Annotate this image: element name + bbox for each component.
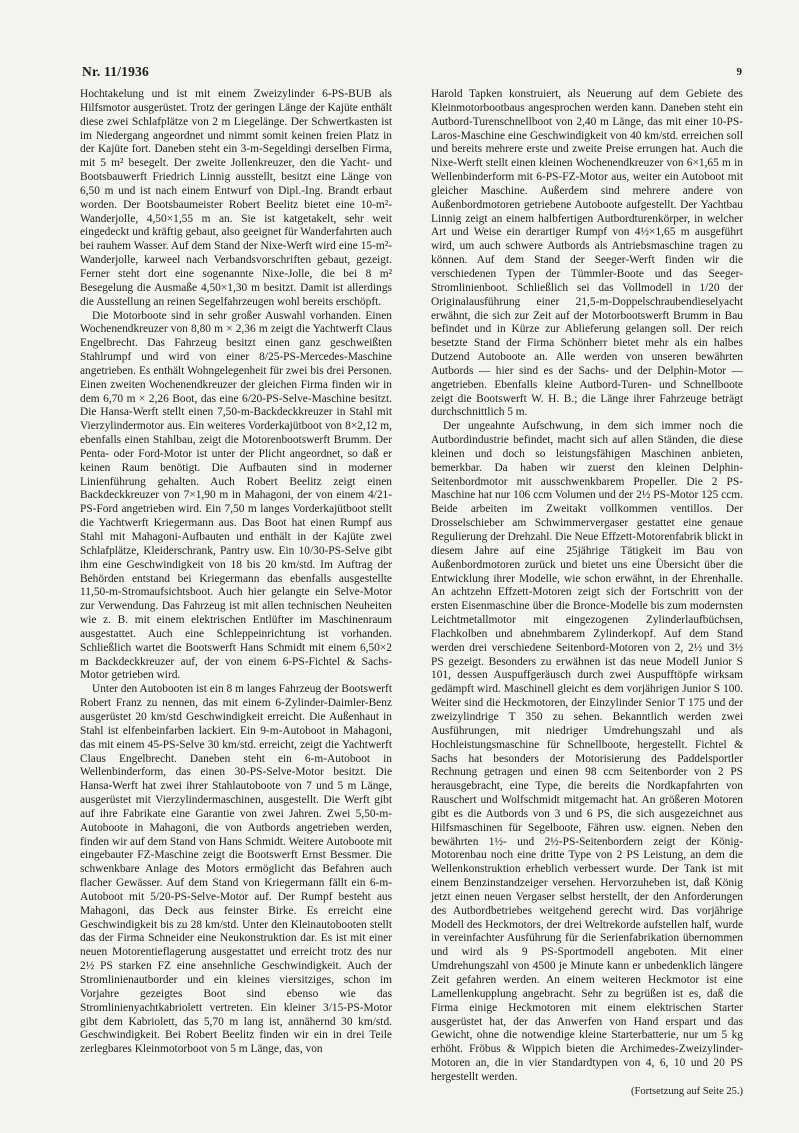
continuation-note: (Fortsetzung auf Seite 25.) — [631, 1085, 743, 1097]
paragraph: Unter den Autobooten ist ein 8 m langes Fahrzeug der Bootswerft Robert Franz zu nennen, das mit einem 6-Zylinder-Daimler-Benz ausgerüstet 20 km/std Geschwindigkeit erreicht. Die Außenhaut in Stahl ist elfenbeinfarben lackiert. Ein 9-m-Autoboot in Mahagoni, das mit einem 45-PS-Selve 30 km/std. erreicht, zeigt die Yachtwerft Claus Engelbrecht. Daneben steht ein 6-m-Autoboot in Wellenbinderform, das einen 30-PS-Selve-Motor besitzt. Die Hansa-Werft hat zwei ihrer Stahlautoboote von 7 und 5 m Länge, ausgerüstet mit Vierzylindermaschinen, ausgestellt. Die Werft gibt auf ihre Fabrikate eine Garantie von zwei Jahren. Zwei 5,50-m-Autoboote in Mahagoni, die von Autbords angetrieben werden, finden wir auf dem Stand von Hans Schmidt. Weitere Autoboote mit eingebauter FZ-Maschine zeigt die Bootswerft Ernst Bessmer. Die schwenkbare Anlage des Motors ermöglicht das Befahren auch flacher Gewässer. Auf dem Stand von Kriegermann fällt ein 6-m-Autoboot mit 5/20-PS-Selve-Motor auf. Der Rumpf besteht aus Mahagoni, das Deck aus feinster Birke. Es erreicht eine Geschwindigkeit bis zu 28 km/std. Unter den Kleinautobooten stellt das der Firma Schneider eine Neukonstruktion dar. Es ist mit einer neuen Motorentieflagerung ausgestattet und erreicht trotz des nur 2½ PS starken FZ eine ansehnliche Geschwindigkeit. Auch der Stromlinienautborder und ein kleines viersitziges, schon im Vorjahre gezeigtes Boot sind ebenso wie das Stromlinienyachtkabriolett vertreten. Ein kleiner 3/15-PS-Motor gibt dem Kabriolett, das 5,70 m lang ist, annähernd 30 km/std. Geschwindigkeit. Bei Robert Beelitz finden wir ein in drei Teile zerlegbares Kleinmotorboot von 5 m Länge, das, von — [80, 683, 392, 1056]
right-column — [431, 88, 743, 1099]
paragraph: Harold Tapken konstruiert, als Neuerung auf dem Gebiete des Kleinmotorbootbaus angesprochen werden kann. Daneben steht ein Autbord-Turenschnellboot von 2,40 m Länge, das mit einer 10-PS-Laros-Maschine eine Geschwindigkeit von 40 km/std. erreichen soll und bereits mehrere erste und zweite Preise errungen hat. Auch die Nixe-Werft stellt einen kleinen Wochenendkreuzer von 6×1,65 m in Wellenbinderform mit 6-PS-FZ-Motor aus, weiter ein Autoboot mit gleicher Maschine. Außerdem sind mehrere andere von Außenbordmotoren getriebene Autoboote aufgestellt. Der Yachtbau Linnig zeigt an einem halbfertigen Autbordturenkörper, in welcher Art und Weise ein derartiger Rumpf von 4½×1,65 m ausgeführt wird, um auch schwere Autbords als Antriebsmaschine tragen zu können. Auf dem Stand der Seeger-Werft finden wir die verschiedenen Typen der Tümmler-Boote und das Seeger-Stromlinienboot. Schließlich sei das Vollmodell in 1/20 der Originalausführung einer 21,5-m-Doppelschraubendieselyacht erwähnt, die sich zur Zeit auf der Motorbootswerft Brumm in Bau befindet und in Kürze zur Ablieferung gelangen soll. Der reich besetzte Stand der Firma Schönherr bietet mehr als ein halbes Dutzend Autoboote an. Alle werden von unseren bewährten Autbords — hier sind es der Sachs- und der Delphin-Motor — angetrieben. Ebenfalls kleine Autbord-Turen- und Schnellboote zeigt die Bootswerft W. H. B.; die Länge ihrer Fahrzeuge beträgt durchschnittlich 5 m. — [431, 88, 743, 419]
issue-number: Nr. 11/1936 — [82, 64, 149, 79]
paragraph: Der ungeahnte Aufschwung, in dem sich immer noch die Autbordindustrie befindet, macht sich auf allen Ständen, die diese kleinen und doch so leistungsfähigen Maschinen anbieten, bemerkbar. Da haben wir zuerst den kleinen Delphin-Seitenbordmotor mit ausschwenkbarem Propeller. Die 2 PS-Maschine hat nur 106 ccm Volumen und der 2½ PS-Motor 125 ccm. Beide arbeiten im Zweitakt vollkommen ventillos. Der Drosselschieber am Schwimmervergaser gestattet eine genaue Regulierung der Drehzahl. Die Neue Effzett-Motorenfabrik blickt in diesem Jahre auf eine 25jährige Tätigkeit im Bau von Außenbordmotoren zurück und bietet uns eine Übersicht über die Entwicklung ihrer Modelle, wie schon erwähnt, in der Ehrenhalle. An achtzehn Effzett-Motoren zeigt sich der Fortschritt von der ersten Eisenmaschine über die Bronce-Modelle bis zum modernsten Leichtmetallmotor mit eingezogenen Zylinderlaufbüchsen, Flachkolben und abnehmbarem Zylinderkopf. Auf dem Stand werden drei verschiedene Seitenbord-Motoren von 2, 2½ und 3½ PS gezeigt. Besonders zu erwähnen ist das neue Modell Junior S 101, dessen Auspuffgeräusch durch zwei Auspufftöpfe wirksam gedämpft wird. Maschinell gleicht es dem vorjährigen Junior S 100. Weiter sind die Heckmotoren, der Einzylinder Senior T 175 und der zweizylindrige T 350 zu sehen. Bekanntlich werden zwei Ausführungen, mit niedriger Umdrehungszahl und als Hochleistungsmaschine für Schnellboote, hergestellt. Fichtel & Sachs hat besonders der Motorisierung des Paddelsportler Rechnung getragen und einen 98 ccm Seitenborder von 2 PS herausgebracht, eine Type, die bereits die Nordkapfahrten von Rauschert und Wolfschmidt mitgemacht hat. An größeren Motoren gibt es die Autbords von 3 und 6 PS, die sich ausgezeichnet aus Hilfsmaschinen für Segelboote, Fähren usw. eignen. Neben den bewährten 1½- und 2½-PS-Seitenbordern zeigt der König-Motorenbau noch eine dritte Type von 2 PS Leistung, an dem die Wellenkonstruktion erheblich verbessert wurde. Der Tank ist mit einem Benzinstandzeiger versehen. Hervorzuheben ist, daß König jetzt einen neuen Vergaser selbst herstellt, der den Anforderungen des Autbordbetriebes weitgehend gerecht wird. Das vorjährige Modell des Heckmotors, der drei Weltrekorde aufstellen half, wurde in vereinfachter Ausführung für die Serienfabrikation übernommen und wird als 9 PS-Sportmodell angeboten. Mit einer Umdrehungszahl von 4500 je Minute kann er unbedenklich längere Zeit gefahren werden. An einem weiteren Heckmotor ist eine Lamellenkupplung angebracht. Sehr zu begrüßen ist es, daß die Firma einige Heckmotoren mit einem elektrischen Starter ausgerüstet hat, der das Anwerfen von Hand erspart und das Gewicht, ohne die notwendige kleine Starterbatterie, nur um 5 kg erhöht. Fröbus & Wippich bieten die Archimedes-Zweizylinder-Motoren an, die in vier Standardtypen von 4, 6, 10 und 20 PS hergestellt werden. — [431, 420, 743, 1083]
paragraph: Hochtakelung und ist mit einem Zweizylinder 6-PS-BUB als Hilfsmotor ausgerüstet. Trotz der geringen Länge der Kajüte enthält diese zwei Schlafplätze von 2 m Liegelänge. Der Schwertkasten ist im Niedergang angeordnet und nimmt somit keinen freien Platz in der Kajüte fort. Daneben steht ein 3-m-Segeldingi derselben Firma, mit 5 m² besegelt. Der zweite Jollenkreuzer, den die Yacht- und Bootsbauwerft Friedrich Linnig ausstellt, besitzt eine Länge von 6,50 m und ist nach einem Entwurf von Dipl.-Ing. Brandt erbaut worden. Der Bootsbaumeister Robert Beelitz bietet eine 10-m²-Wanderjolle, 4,50×1,55 m an. Sie ist katgetakelt, sehr weit eingedeckt und kräftig gebaut, also geeignet für Wanderfahrten auch bei rauhem Wasser. Auf dem Stand der Nixe-Werft wird eine 15-m²-Wanderjolle, karweel nach Verbandsvorschriften gebaut, gezeigt. Ferner steht dort eine sogenannte Nixe-Jolle, die bei 8 m² Besegelung die Ausmaße 4,50×1,30 m besitzt. Damit ist allerdings die Ausstellung an reinen Segelfahrzeugen wohl bereits erschöpft. — [80, 88, 392, 308]
left-column — [80, 88, 392, 1057]
page-number: 9 — [736, 66, 742, 78]
paragraph: Die Motorboote sind in sehr großer Auswahl vorhanden. Einen Wochenendkreuzer von 8,80 m × 2,36 m zeigt die Yachtwerft Claus Engelbrecht. Das Fahrzeug besitzt einen ganz geschweißten Stahlrumpf und wird von einer 8/25-PS-Mercedes-Maschine angetrieben. Es enthält Wohngelegenheit für zwei bis drei Personen. Einen zweiten Wochenendkreuzer der gleichen Firma finden wir in dem 6,70 m × 2,26 Boot, das eine 6/20-PS-Selve-Maschine besitzt. Die Hansa-Werft stellt einen 7,50-m-Backdeckkreuzer in Stahl mit Vierzylindermotor aus. Ein weiteres Vorderkajütboot von 8×2,12 m, ebenfalls einen Stahlbau, zeigt die Motorenbootswerft Brumm. Der Penta- oder Ford-Motor ist unter der Plicht angeordnet, so daß er keinen Raum benötigt. Die Aufbauten sind in moderner Linienführung gehalten. Auch Robert Beelitz zeigt einen Backdeckkreuzer von 7×1,90 m in Mahagoni, der von einem 4/21-PS-Ford angetrieben wird. Ein 7,50 m langes Vorderkajütboot stellt die Yachtwerft Kriegermann aus. Das Boot hat einen Rumpf aus Stahl mit Mahagoni-Aufbauten und enthält in der Kajüte zwei Schlafplätze, Kleiderschrank, Pantry usw. Ein 10/30-PS-Selve gibt ihm eine Geschwindigkeit von 18 bis 20 km/std. Im Auftrag der Behörden entstand bei Kriegermann das ebenfalls ausgestellte 11,50-m-Stromaufsichtsboot. Auch hier gelangte ein Selve-Motor zur Verwendung. Das Fahrzeug ist mit allen technischen Neuheiten wie z. B. mit einem elektrischen Entlüfter im Maschinenraum ausgestattet. Auch eine Schleppeinrichtung ist vorhanden. Schließlich wartet die Bootswerft Hans Schmidt mit einem 6,50×2 m Backdeckkreuzer auf, der von einem 6-PS-Fichtel & Sachs-Motor getrieben wird. — [80, 309, 392, 682]
